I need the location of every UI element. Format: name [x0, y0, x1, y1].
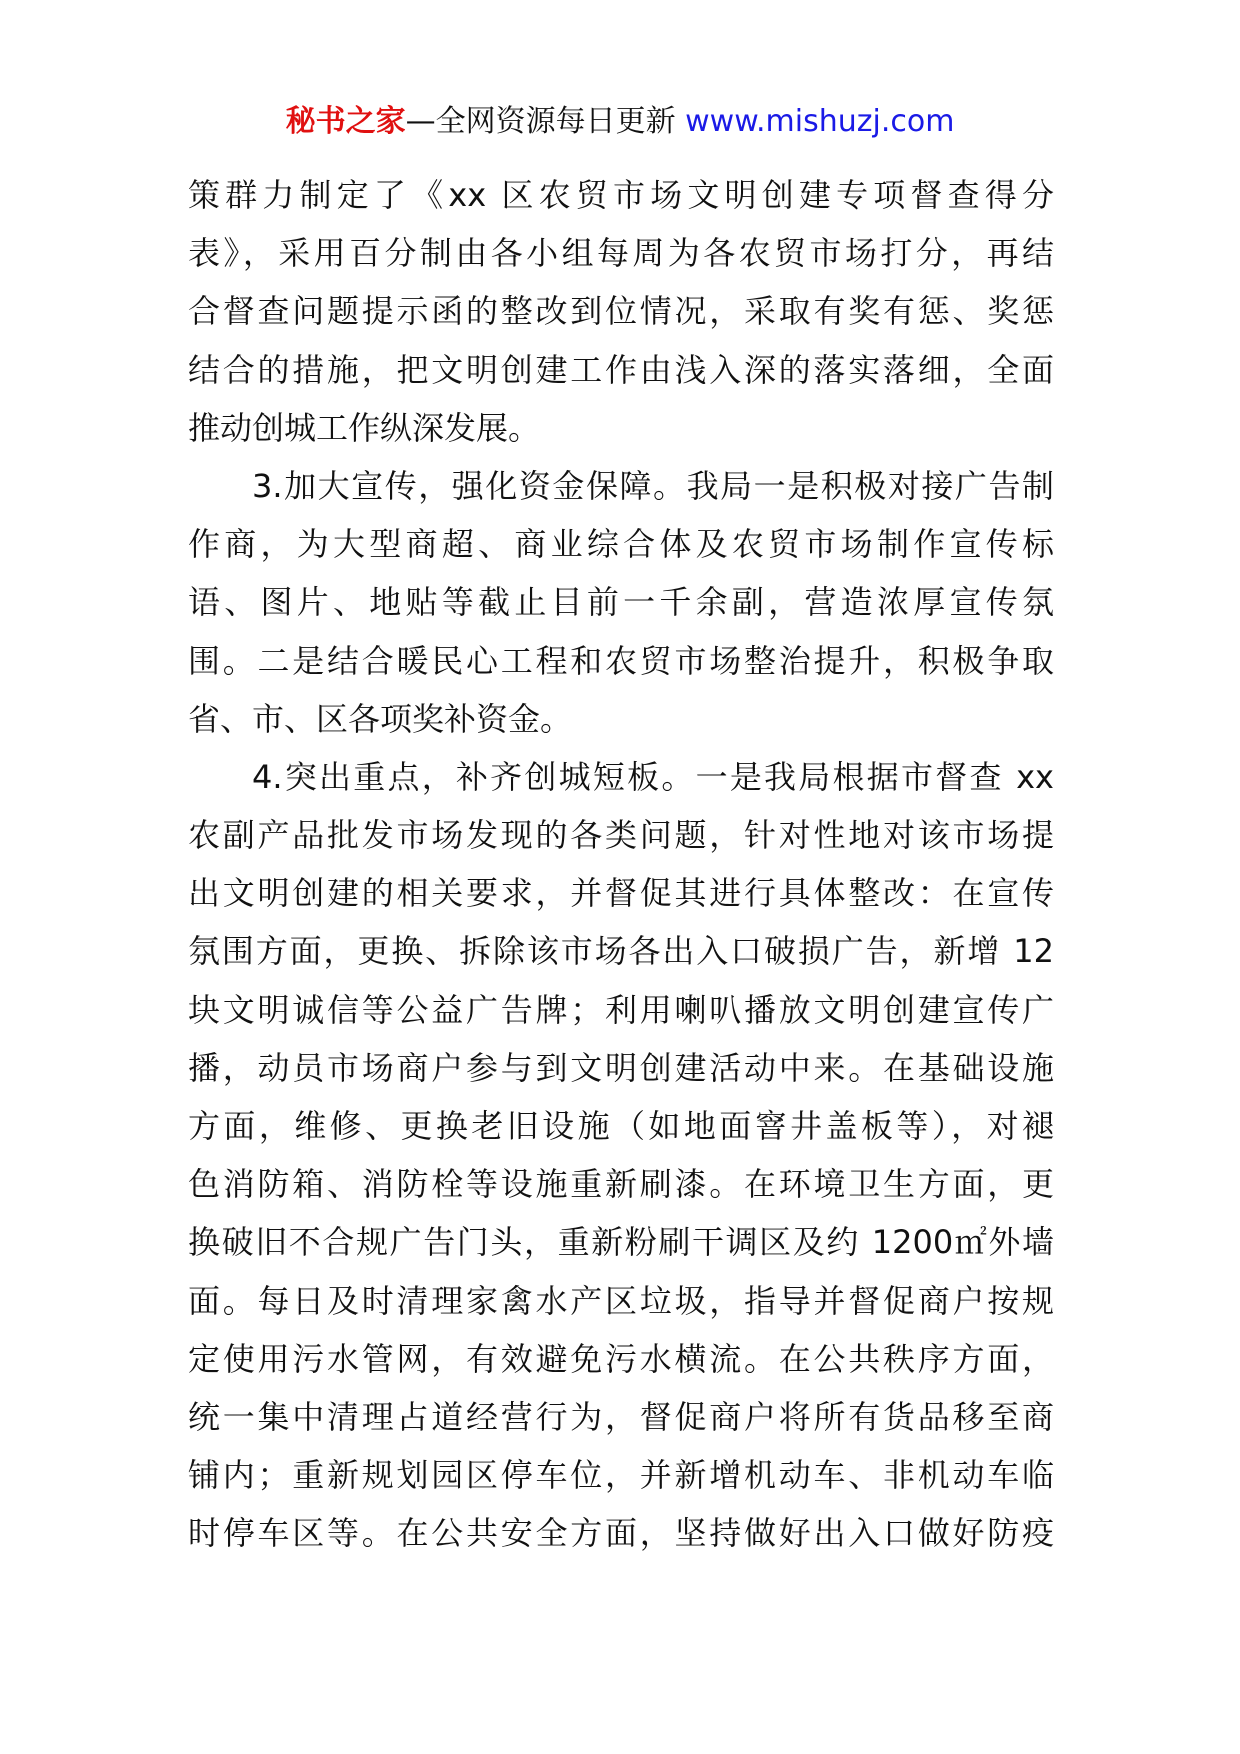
body-text-line: 统一集中清理占道经营行为，督促商户将所有货品移至商 [188, 1397, 1054, 1436]
body-text-line: 推动创城工作纵深发展。 [188, 408, 541, 447]
body-text-line: 策群力制定了《xx 区农贸市场文明创建专项督查得分 [188, 176, 1054, 214]
body-text-line: 播，动员市场商户参与到文明创建活动中来。在基础设施 [188, 1048, 1054, 1087]
body-text-line: 农副产品批发市场发现的各类问题，针对性地对该市场提 [188, 816, 1054, 855]
body-text-line: 换破旧不合规广告门头，重新粉刷干调区及约 1200㎡外墙 [188, 1223, 1054, 1262]
body-text-line: 围。二是结合暖民心工程和农贸市场整治提升，积极争取 [188, 641, 1054, 680]
body-text-line: 合督查问题提示函的整改到位情况，采取有奖有惩、奖惩 [188, 292, 1054, 331]
body-text-line: 结合的措施，把文明创建工作由浅入深的落实落细，全面 [188, 350, 1054, 389]
page-header [0, 100, 1240, 144]
body-text-line: 出文明创建的相关要求，并督促其进行具体整改：在宣传 [188, 874, 1054, 913]
body-text-line: 3.加大宣传，强化资金保障。我局一是积极对接广告制 [252, 466, 1054, 505]
body-text-line: 4.突出重点，补齐创城短板。一是我局根据市督查 xx [252, 757, 1054, 796]
document-body [188, 166, 1054, 1563]
body-text-line: 方面，维修、更换老旧设施（如地面窨井盖板等），对褪 [188, 1107, 1054, 1145]
body-text-line: 氛围方面，更换、拆除该市场各出入口破损广告，新增 12 [188, 932, 1054, 971]
body-text-line: 块文明诚信等公益广告牌；利用喇叭播放文明创建宣传广 [188, 990, 1054, 1029]
body-text-line: 时停车区等。在公共安全方面，坚持做好出入口做好防疫 [188, 1514, 1054, 1553]
body-text-line: 作商，为大型商超、商业综合体及农贸市场制作宣传标 [188, 525, 1054, 564]
body-text-line: 色消防箱、消防栓等设施重新刷漆。在环境卫生方面，更 [188, 1165, 1054, 1204]
body-text-line: 表》，采用百分制由各小组每周为各农贸市场打分，再结 [188, 234, 1054, 273]
header-url-link[interactable]: www.mishuzj.com [685, 104, 955, 139]
body-text-line: 铺内；重新规划园区停车位，并新增机动车、非机动车临 [188, 1456, 1054, 1495]
body-text-line: 面。每日及时清理家禽水产区垃圾，指导并督促商户按规 [188, 1281, 1054, 1320]
header-tagline: —全网资源每日更新 [405, 104, 686, 139]
brand-name: 秘书之家 [285, 104, 406, 139]
body-text-line: 定使用污水管网，有效避免污水横流。在公共秩序方面， [188, 1339, 1054, 1378]
body-text-line: 语、图片、地贴等截止目前一千余副，营造浓厚宣传氛 [188, 583, 1054, 622]
body-text-line: 省、市、区各项奖补资金。 [188, 699, 573, 738]
